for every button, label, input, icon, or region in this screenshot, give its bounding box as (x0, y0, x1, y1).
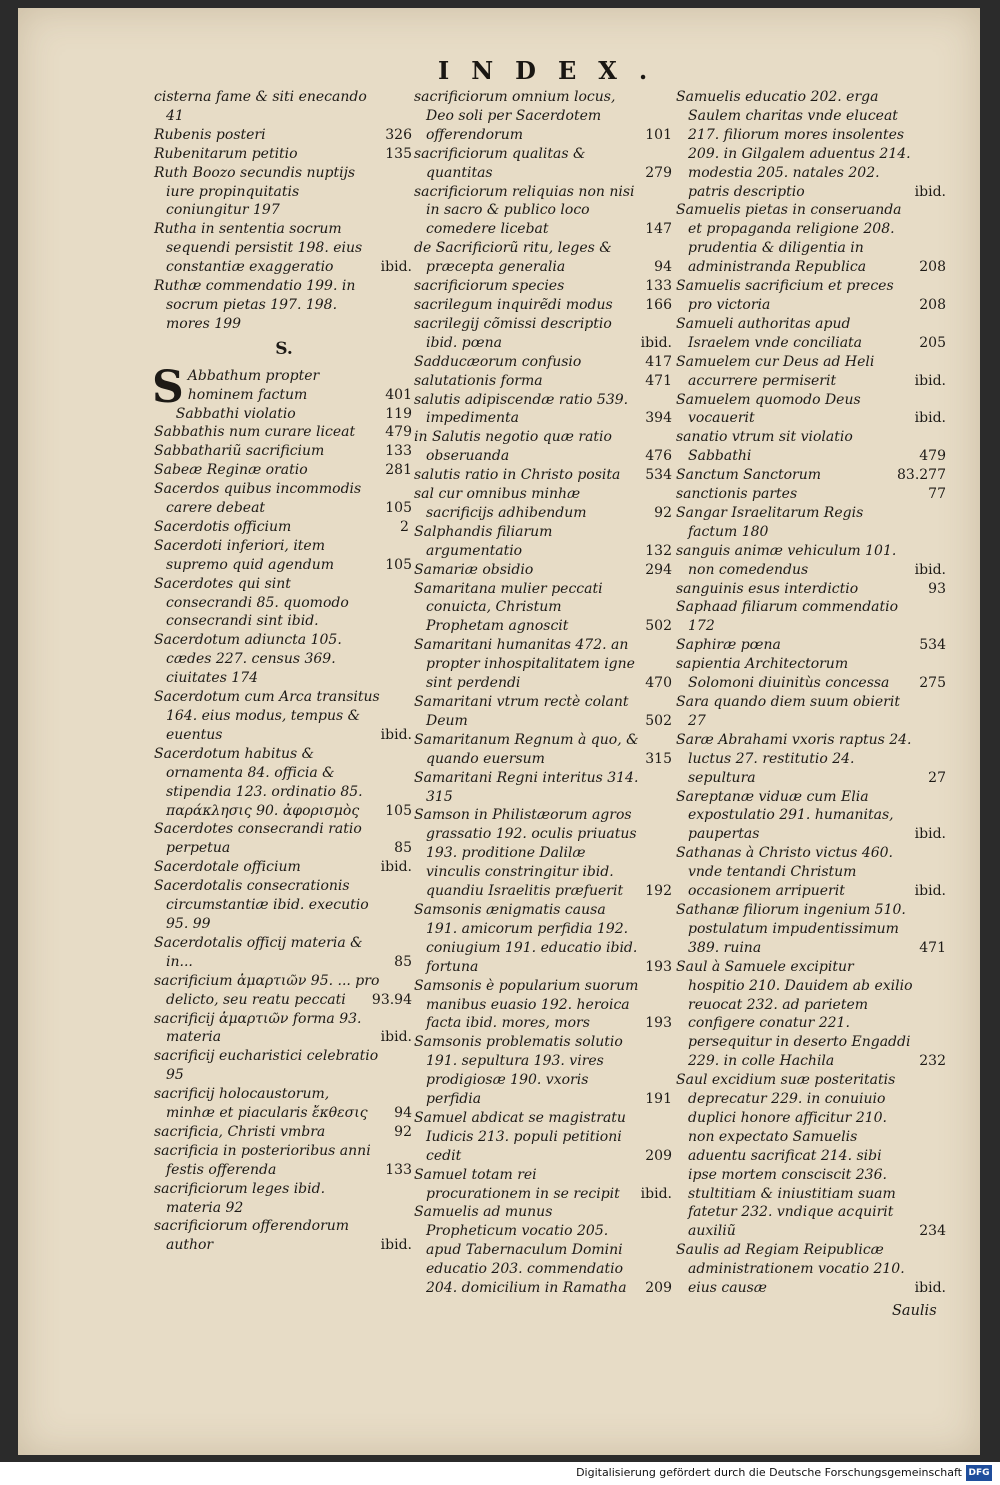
index-entry-page: 105 (385, 802, 412, 819)
index-entry (676, 485, 948, 504)
index-entry-page: 470 (645, 675, 672, 692)
index-entry-page: 83.277 (897, 467, 946, 484)
index-entry-page: 394 (645, 410, 672, 427)
index-entry (414, 391, 674, 429)
index-entry: Sacerdotis officium 2 (154, 518, 409, 535)
index-entry (414, 183, 674, 240)
index-entry (676, 391, 948, 429)
index-entry-text: Samaritani humanitas 472. an propter inhospitalitatem igne sint perdendi (414, 637, 635, 692)
index-entry-page: 92 (394, 1123, 412, 1140)
dropcap-entry (152, 361, 414, 413)
index-entry (154, 1010, 414, 1048)
dropcap-letter: S (152, 361, 184, 413)
index-entry (676, 731, 948, 788)
index-entry-text: Ruth Boozo secundis nuptijs iure propinquitatis coniungitur 197 (154, 164, 356, 219)
index-entry (414, 428, 674, 466)
index-entry-text: in Salutis negotio quæ ratio obseruanda (414, 429, 612, 465)
index-entry-page: 94 (394, 1105, 412, 1122)
column-1-entries (154, 88, 414, 334)
index-entry (154, 405, 414, 424)
index-entry (676, 1071, 948, 1241)
index-entry (414, 636, 674, 693)
index-entry-page: ibid. (380, 859, 412, 876)
index-entry-text: cisterna fame & siti enecando 41 (154, 89, 367, 124)
index-entry-text: Samuel abdicat se magistratu Iudicis 213. populi petitioni cedit (414, 1109, 626, 1164)
index-entry (676, 277, 948, 315)
index-entry-page: 191 (645, 1091, 672, 1108)
index-entry-page: 85 (394, 840, 412, 857)
index-entry (154, 688, 414, 745)
index-column-3 (676, 88, 948, 1298)
index-entry-page: 417 (645, 353, 672, 370)
index-entry-page: ibid. (380, 1029, 412, 1046)
index-entry-text: Saulis ad Regiam Reipublicæ administrationem vocatio 210. eius causæ (676, 1242, 905, 1297)
index-entry-text: sal cur omnibus minhæ sacrificijs adhibendum (414, 486, 587, 521)
index-column-2 (414, 88, 674, 1298)
index-entry-text: Sanctum Sanctorum (676, 467, 821, 484)
index-entry (414, 806, 674, 901)
page-header: INDEX. (438, 56, 670, 85)
index-entry-page: 105 (385, 556, 412, 573)
index-column-1 (154, 88, 414, 1255)
index-entry-page: 85 (394, 953, 412, 970)
index-entry-page: 479 (919, 448, 946, 465)
index-entry-page: 105 (385, 500, 412, 517)
index-entry-text: sacrificij eucharistici celebratio 95 (154, 1048, 379, 1084)
index-entry-text: Sacerdotes qui sint consecrandi 85. quomodo consecrandi sint ibid. (154, 575, 349, 630)
index-entry (154, 423, 414, 442)
index-entry (414, 580, 674, 637)
index-entry (414, 296, 674, 315)
index-entry (414, 466, 674, 485)
index-entry (154, 537, 414, 575)
index-entry-page: 471 (645, 372, 672, 389)
index-entry (676, 504, 948, 542)
index-entry (676, 315, 948, 353)
index-entry-page: 479 (385, 424, 412, 441)
index-entry-text: Sathanas à Christo victus 460. vnde tentandi Christum occasionem arripuerit (676, 845, 893, 900)
index-entry (676, 353, 948, 391)
index-entry-page: ibid. (914, 1280, 946, 1297)
index-entry-text: Sacerdotum adiuncta 105. cædes 227. census 369. ciuitates 174 (154, 632, 342, 687)
index-entry-text: Sabeæ Reginæ oratio (154, 462, 308, 479)
index-entry (414, 977, 674, 1034)
dropcap-entry-page: 401 (385, 386, 412, 403)
index-entry-page: ibid. (914, 183, 946, 200)
index-entry (414, 1166, 674, 1204)
index-entry (154, 820, 414, 858)
footer-bar (0, 1462, 1000, 1485)
index-entry-text: Samuelis educatio 202. erga Saulem charitas vnde eluceat 217. filiorum mores insolentes 209. in Gilgalem aduentus 214. modestia 205. natales 202. patris descriptio (676, 89, 911, 200)
index-entry-page: ibid. (914, 883, 946, 900)
index-entry (414, 523, 674, 561)
index-entry-page: 101 (645, 126, 672, 143)
index-entry-text: Salphandis filiarum argumentatio (414, 523, 553, 559)
index-entry (414, 353, 674, 372)
index-entry (154, 220, 414, 277)
index-entry (154, 1217, 414, 1255)
index-entry-text: Samaritanum Regnum à quo, & quando euersum (414, 731, 639, 767)
index-entry (154, 442, 414, 461)
index-entry-text: Saul à Samuele excipitur hospitio 210. Dauidem ab exilio reuocat 232. ad parietem configere conatur 221. persequitur in deserto Engaddi 229. in colle Hachila (676, 958, 913, 1070)
index-entry-text: salutis ratio in Christo posita (414, 467, 621, 484)
index-entry-page: 93 (928, 580, 946, 597)
index-entry-page: 294 (645, 561, 672, 578)
index-entry (154, 164, 414, 221)
index-entry (154, 145, 414, 164)
index-entry-text: Samuelis ad munus Propheticum vocatio 205. apud Tabernaculum Domini educatio 203. commendatio 204. domicilium in Ramatha (414, 1204, 627, 1297)
index-entry (676, 201, 948, 277)
index-entry (154, 1047, 414, 1085)
index-entry-text: Saræ Abrahami vxoris raptus 24. luctus 27. restitutio 24. sepultura (676, 731, 912, 786)
index-entry (676, 844, 948, 901)
index-entry-page: 77 (928, 486, 946, 503)
index-entry-page: 471 (919, 939, 946, 956)
index-entry-text: Sareptanæ viduæ cum Elia expostulatio 291. humanitas, paupertas (676, 788, 894, 843)
index-entry-page: 147 (645, 221, 672, 238)
footer-credit: Digitalisierung gefördert durch die Deutsche Forschungsgemeinschaft (576, 1466, 962, 1479)
index-entry-page: 234 (919, 1223, 946, 1240)
index-entry (414, 901, 674, 977)
index-entry-text: salutis adipiscendæ ratio 539. impedimenta (414, 391, 629, 427)
index-entry-text: Sacerdos quibus incommodis carere debeat (154, 481, 362, 517)
index-entry-text: sacrificia, Christi vmbra (154, 1123, 326, 1140)
index-entry (676, 580, 948, 599)
index-entry (154, 461, 414, 480)
index-entry-text: sacrificiorum qualitas & quantitas (414, 145, 586, 181)
index-entry (154, 631, 414, 688)
index-entry (414, 1033, 674, 1109)
index-entry-page: 133 (645, 278, 672, 295)
index-entry (676, 466, 948, 485)
index-entry-text: sacrificia in posterioribus anni festis offerenda (154, 1142, 371, 1178)
index-entry-text: Sacerdotalis officij materia & in... (154, 934, 363, 970)
index-entry-page: 209 (645, 1147, 672, 1164)
index-entry-page: 315 (645, 750, 672, 767)
index-entry (154, 88, 414, 126)
index-entry (154, 934, 414, 972)
index-entry-page: 534 (919, 637, 946, 654)
index-entry (414, 693, 674, 731)
index-entry (154, 1123, 414, 1142)
index-entry-text: Rubenis posteri (154, 126, 266, 143)
index-entry-text: Samaritana mulier peccati conuicta, Christum Prophetam agnoscit (414, 580, 603, 635)
index-entry (414, 1203, 674, 1298)
index-entry-page: 166 (645, 296, 672, 313)
index-entry-page: 133 (385, 1161, 412, 1178)
index-entry (676, 655, 948, 693)
index-entry-text: Samueli authoritas apud Israelem vnde conciliata (676, 315, 863, 351)
index-entry-text: Samuelis pietas in conseruanda et propaganda religione 208. prudentia & diligentia in administranda Republica (676, 202, 902, 276)
index-entry-page: 275 (919, 675, 946, 692)
index-entry-text: Rutha in sententia socrum sequendi persistit 198. eius constantiæ exaggeratio (154, 221, 363, 276)
index-entry-page: 534 (645, 467, 672, 484)
column-2-entries (414, 88, 674, 1298)
index-entry (676, 693, 948, 731)
index-entry-page: 502 (645, 618, 672, 635)
index-entry-text: Sathanæ filiorum ingenium 510. postulatum impudentissimum 389. ruina (676, 901, 906, 956)
index-entry (676, 542, 948, 580)
index-entry-page: 193 (645, 958, 672, 975)
index-entry-text: Samson in Philistæorum agros grassatio 192. oculis priuatus 193. proditione Dalilæ vinculis constringitur ibid. quandiu Israelitis præfuerit (414, 807, 637, 900)
index-entry (154, 126, 414, 145)
index-entry-text: sanguinis esus interdictio (676, 580, 859, 597)
index-entry (676, 598, 948, 636)
index-entry-text: salutationis forma (414, 372, 543, 389)
column-1-entries-after (154, 405, 414, 1256)
index-entry-page: 476 (645, 448, 672, 465)
index-entry (676, 88, 948, 201)
index-entry-page: ibid. (380, 259, 412, 276)
index-entry-text: Sacerdotes consecrandi ratio perpetua (154, 821, 362, 857)
index-entry-text: de Sacrificiorũ ritu, leges & præcepta generalia (414, 240, 612, 276)
index-entry-text: Rubenitarum petitio (154, 145, 298, 162)
index-entry-text: sanatio vtrum sit violatio Sabbathi (676, 429, 853, 465)
index-entry (414, 485, 674, 523)
index-entry-text: sacrificiorum species (414, 278, 565, 295)
index-entry-text: Samariæ obsidio (414, 561, 534, 578)
index-entry-page: ibid. (914, 826, 946, 843)
index-entry-page: 326 (385, 126, 412, 143)
index-entry-text: Sacerdotale officium (154, 859, 301, 876)
index-entry-text: Samuelem cur Deus ad Heli accurrere permiserit (676, 353, 875, 389)
index-entry (676, 958, 948, 1071)
index-entry (414, 145, 674, 183)
index-entry (154, 745, 414, 821)
index-entry-page: 135 (385, 145, 412, 162)
index-entry-text: Sacerdotum cum Arca transitus 164. eius modus, tempus & euentus (154, 689, 380, 743)
index-entry-page: 27 (928, 769, 946, 786)
index-entry (414, 239, 674, 277)
index-entry (154, 1085, 414, 1123)
index-entry (154, 858, 414, 877)
index-entry (676, 636, 948, 655)
index-entry-text: sacrificiorum omnium locus, Deo soli per Sacerdotem offerendorum (414, 89, 616, 143)
index-entry-page: 92 (654, 504, 672, 521)
index-entry-text: sacrificium ἁμαρτιῶν 95. ... pro delicto, seu reatu peccati (154, 972, 380, 1008)
index-entry-page: 208 (919, 296, 946, 313)
dfg-logo-icon: DFG (966, 1465, 992, 1481)
dropcap-entry-text: Abbathum propter hominem factum (187, 367, 320, 403)
index-entry-page: ibid. (380, 1237, 412, 1254)
index-entry (414, 315, 674, 353)
index-entry-text: Samaritani vtrum rectè colant Deum (414, 694, 629, 729)
index-entry-page: 232 (919, 1053, 946, 1070)
index-entry-text: Samsonis è popularium suorum manibus euasio 192. heroica facta ibid. mores, mors (414, 977, 639, 1032)
index-entry-page: 209 (645, 1280, 672, 1297)
index-entry-page: 205 (919, 334, 946, 351)
index-entry-page: 132 (645, 542, 672, 559)
index-entry-page: 119 (385, 405, 412, 422)
index-entry-text: sacrificiorum leges ibid. materia 92 (154, 1180, 326, 1216)
index-entry-text: Saphiræ pœna (676, 637, 781, 654)
index-entry (414, 1109, 674, 1166)
index-entry (154, 877, 414, 934)
index-entry (414, 769, 674, 807)
index-entry (154, 575, 414, 632)
index-entry-page: 192 (645, 883, 672, 900)
index-entry-page: ibid. (914, 410, 946, 427)
index-entry-text: Saphaad filiarum commendatio 172 (676, 599, 899, 635)
index-entry-text: Sacerdotalis consecrationis circumstantiæ ibid. executio 95. 99 (154, 878, 369, 932)
index-entry (414, 372, 674, 391)
index-entry (414, 88, 674, 145)
index-entry-text: Sabbathi violatio (175, 405, 296, 422)
index-entry-text: Samuelem quomodo Deus vocauerit (676, 391, 861, 427)
index-entry-text: Sara quando diem suum obierit 27 (676, 694, 900, 729)
index-entry (154, 480, 414, 518)
index-entry-text: sanguis animæ vehiculum 101. non comedendus (676, 542, 897, 578)
index-entry-text: Samsonis problematis solutio 191. sepultura 193. vires prodigiosæ 190. vxoris perfidia (414, 1034, 623, 1108)
book-page (18, 8, 980, 1455)
index-entry (676, 1241, 948, 1298)
index-entry (414, 561, 674, 580)
index-entry (676, 901, 948, 958)
index-entry-text: Samuelis sacrificium et preces pro victoria (676, 278, 894, 313)
index-entry-text: Sacerdotis officium (154, 518, 292, 535)
index-entry-text: Sacerdoti inferiori, item supremo quid agendum (154, 537, 335, 573)
index-entry (154, 1180, 414, 1218)
index-entry (676, 428, 948, 466)
index-entry-text: Sacerdotum habitus & ornamenta 84. officia & stipendia 123. ordinatio 85. παράκλησις 90. ἀφορισμὸς (154, 745, 363, 819)
index-entry-page: ibid. (914, 372, 946, 389)
index-entry (676, 788, 948, 845)
index-entry-text: Samsonis ænigmatis causa 191. amicorum perfidia 192. coniugium 191. educatio ibid. fortuna (414, 901, 638, 975)
index-entry-text: Sadducæorum confusio (414, 353, 582, 370)
index-entry-text: sacrificiorum offerendorum author (154, 1218, 350, 1254)
index-entry (414, 731, 674, 769)
index-entry-text: sanctionis partes (676, 486, 798, 503)
index-entry-text: Sabbathariũ sacrificium (154, 443, 325, 460)
index-entry-page: 133 (385, 443, 412, 460)
index-entry-page: ibid. (640, 1185, 672, 1202)
index-entry-page: 93.94 (371, 991, 412, 1008)
index-entry-text: Ruthæ commendatio 199. in socrum pietas 197. 198. mores 199 (154, 278, 356, 332)
section-letter: S. (275, 338, 293, 359)
index-entry-text: Sangar Israelitarum Regis factum 180 (676, 504, 864, 540)
index-entry-text: Samuel totam rei procurationem in se recipit (414, 1166, 620, 1202)
index-entry (154, 277, 414, 334)
index-entry-text: Sabbathis num curare liceat (154, 424, 356, 441)
column-3-entries (676, 88, 948, 1298)
index-entry-text: Saul excidium suæ posteritatis deprecatur 229. in conuiuio duplici honore afficitur 210. non expectato Samuelis aduentu sacrificat 214. sibi ipse mortem consciscit 236. stultitiam & iniustitiam suam fatetur 232. vndique acquirit auxiliũ (676, 1072, 896, 1240)
index-entry-page: 502 (645, 712, 672, 729)
index-entry-text: sacrificij ἁμαρτιῶν forma 93. materia (154, 1010, 362, 1046)
catchword: Saulis (892, 1303, 937, 1319)
index-entry-text: sapientia Architectorum Solomoni diuinitùs concessa (676, 656, 890, 692)
index-entry (154, 1142, 414, 1180)
index-entry-page: ibid. (380, 726, 412, 743)
index-entry-text: sacrilegij cõmissi descriptio ibid. pœna (414, 315, 612, 351)
index-entry-text: sacrilegum inquirẽdi modus (414, 296, 613, 313)
index-entry-page: ibid. (914, 561, 946, 578)
index-entry-page: 193 (645, 1015, 672, 1032)
index-entry-text: Samaritani Regni interitus 314. 315 (414, 769, 639, 805)
index-entry-page: 208 (919, 259, 946, 276)
index-entry-page: ibid. (640, 334, 672, 351)
index-entry-page: 279 (645, 164, 672, 181)
index-entry (154, 972, 414, 1010)
index-entry-page: 94 (654, 259, 672, 276)
index-entry-text: sacrificij holocaustorum, minhæ et piacularis ἔκθεσις (154, 1086, 368, 1122)
index-entry (414, 277, 674, 296)
index-entry-page: 281 (385, 462, 412, 479)
index-entry-text: sacrificiorum reliquias non nisi in sacro & publico loco comedere licebat (414, 183, 635, 238)
